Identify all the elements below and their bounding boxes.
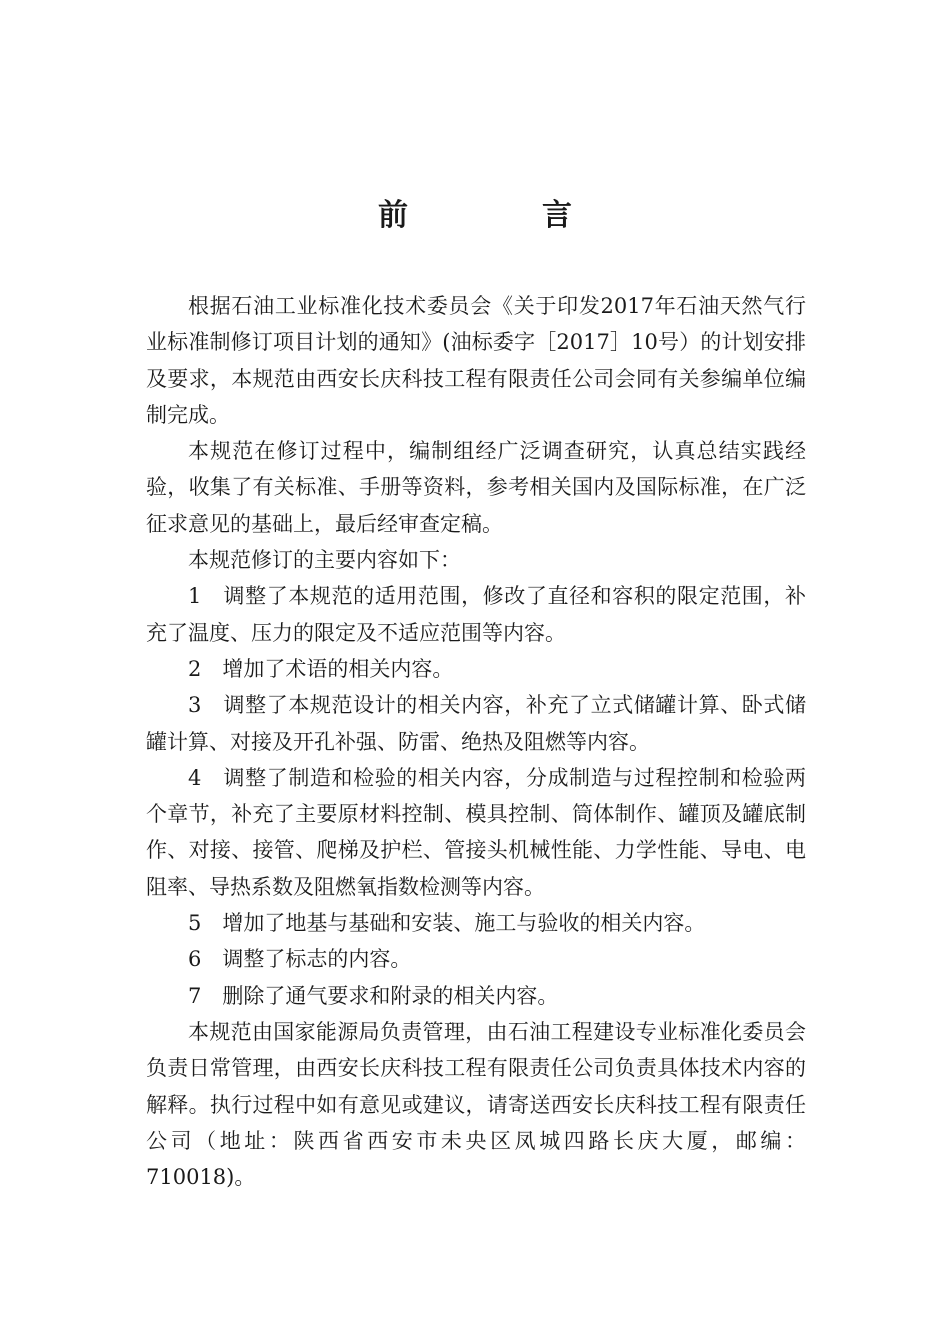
paragraph-revision-process: 本规范在修订过程中，编制组经广泛调查研究，认真总结实践经验，收集了有关标准、手册等资料，参考相关国内及国际标准，在广泛征求意见的基础上，最后经审查定稿。 [146,439,806,536]
list-item-change-1: 1 调整了本规范的适用范围，修改了直径和容积的限定范围，补充了温度、压力的限定及不适应范围等内容。 [146,584,806,645]
list-item-change-4: 4 调整了制造和检验的相关内容，分成制造与过程控制和检验两个章节，补充了主要原材料控制、模具控制、筒体制作、罐顶及罐底制作、对接、接管、爬梯及护栏、管接头机械性能、力学性能、导电、电阻率、导热系数及阻燃氧指数检测等内容。 [146,765,806,899]
list-item-change-5: 5 增加了地基与基础和安装、施工与验收的相关内容。 [188,911,706,936]
paragraph-main-changes-intro: 本规范修订的主要内容如下： [188,548,461,573]
list-item-change-3: 3 调整了本规范设计的相关内容，补充了立式储罐计算、卧式储罐计算、对接及开孔补强、防雷、绝热及阻燃等内容。 [146,693,806,754]
list-item-change-2: 2 增加了术语的相关内容。 [188,656,454,681]
paragraph-background: 根据石油工业标准化技术委员会《关于印发2017年石油天然气行业标准制修订项目计划的通知》(油标委字［2017］10号）的计划安排及要求，本规范由西安长庆科技工程有限责任公司会同有关参编单位编制完成。 [146,294,806,427]
foreword-body [146,288,806,1195]
list-item-change-6: 6 调整了标志的内容。 [188,947,412,972]
page-title: 前 言 [378,198,624,233]
list-item-change-7: 7 删除了通气要求和附录的相关内容。 [188,983,559,1008]
paragraph-management-contact: 本规范由国家能源局负责管理，由石油工程建设专业标准化委员会负责日常管理，由西安长庆科技工程有限责任公司负责具体技术内容的解释。执行过程中如有意见或建议，请寄送西安长庆科技工程有限责任公司（地址：陕西省西安市未央区凤城四路长庆大厦，邮编：710018)。 [146,1019,806,1190]
